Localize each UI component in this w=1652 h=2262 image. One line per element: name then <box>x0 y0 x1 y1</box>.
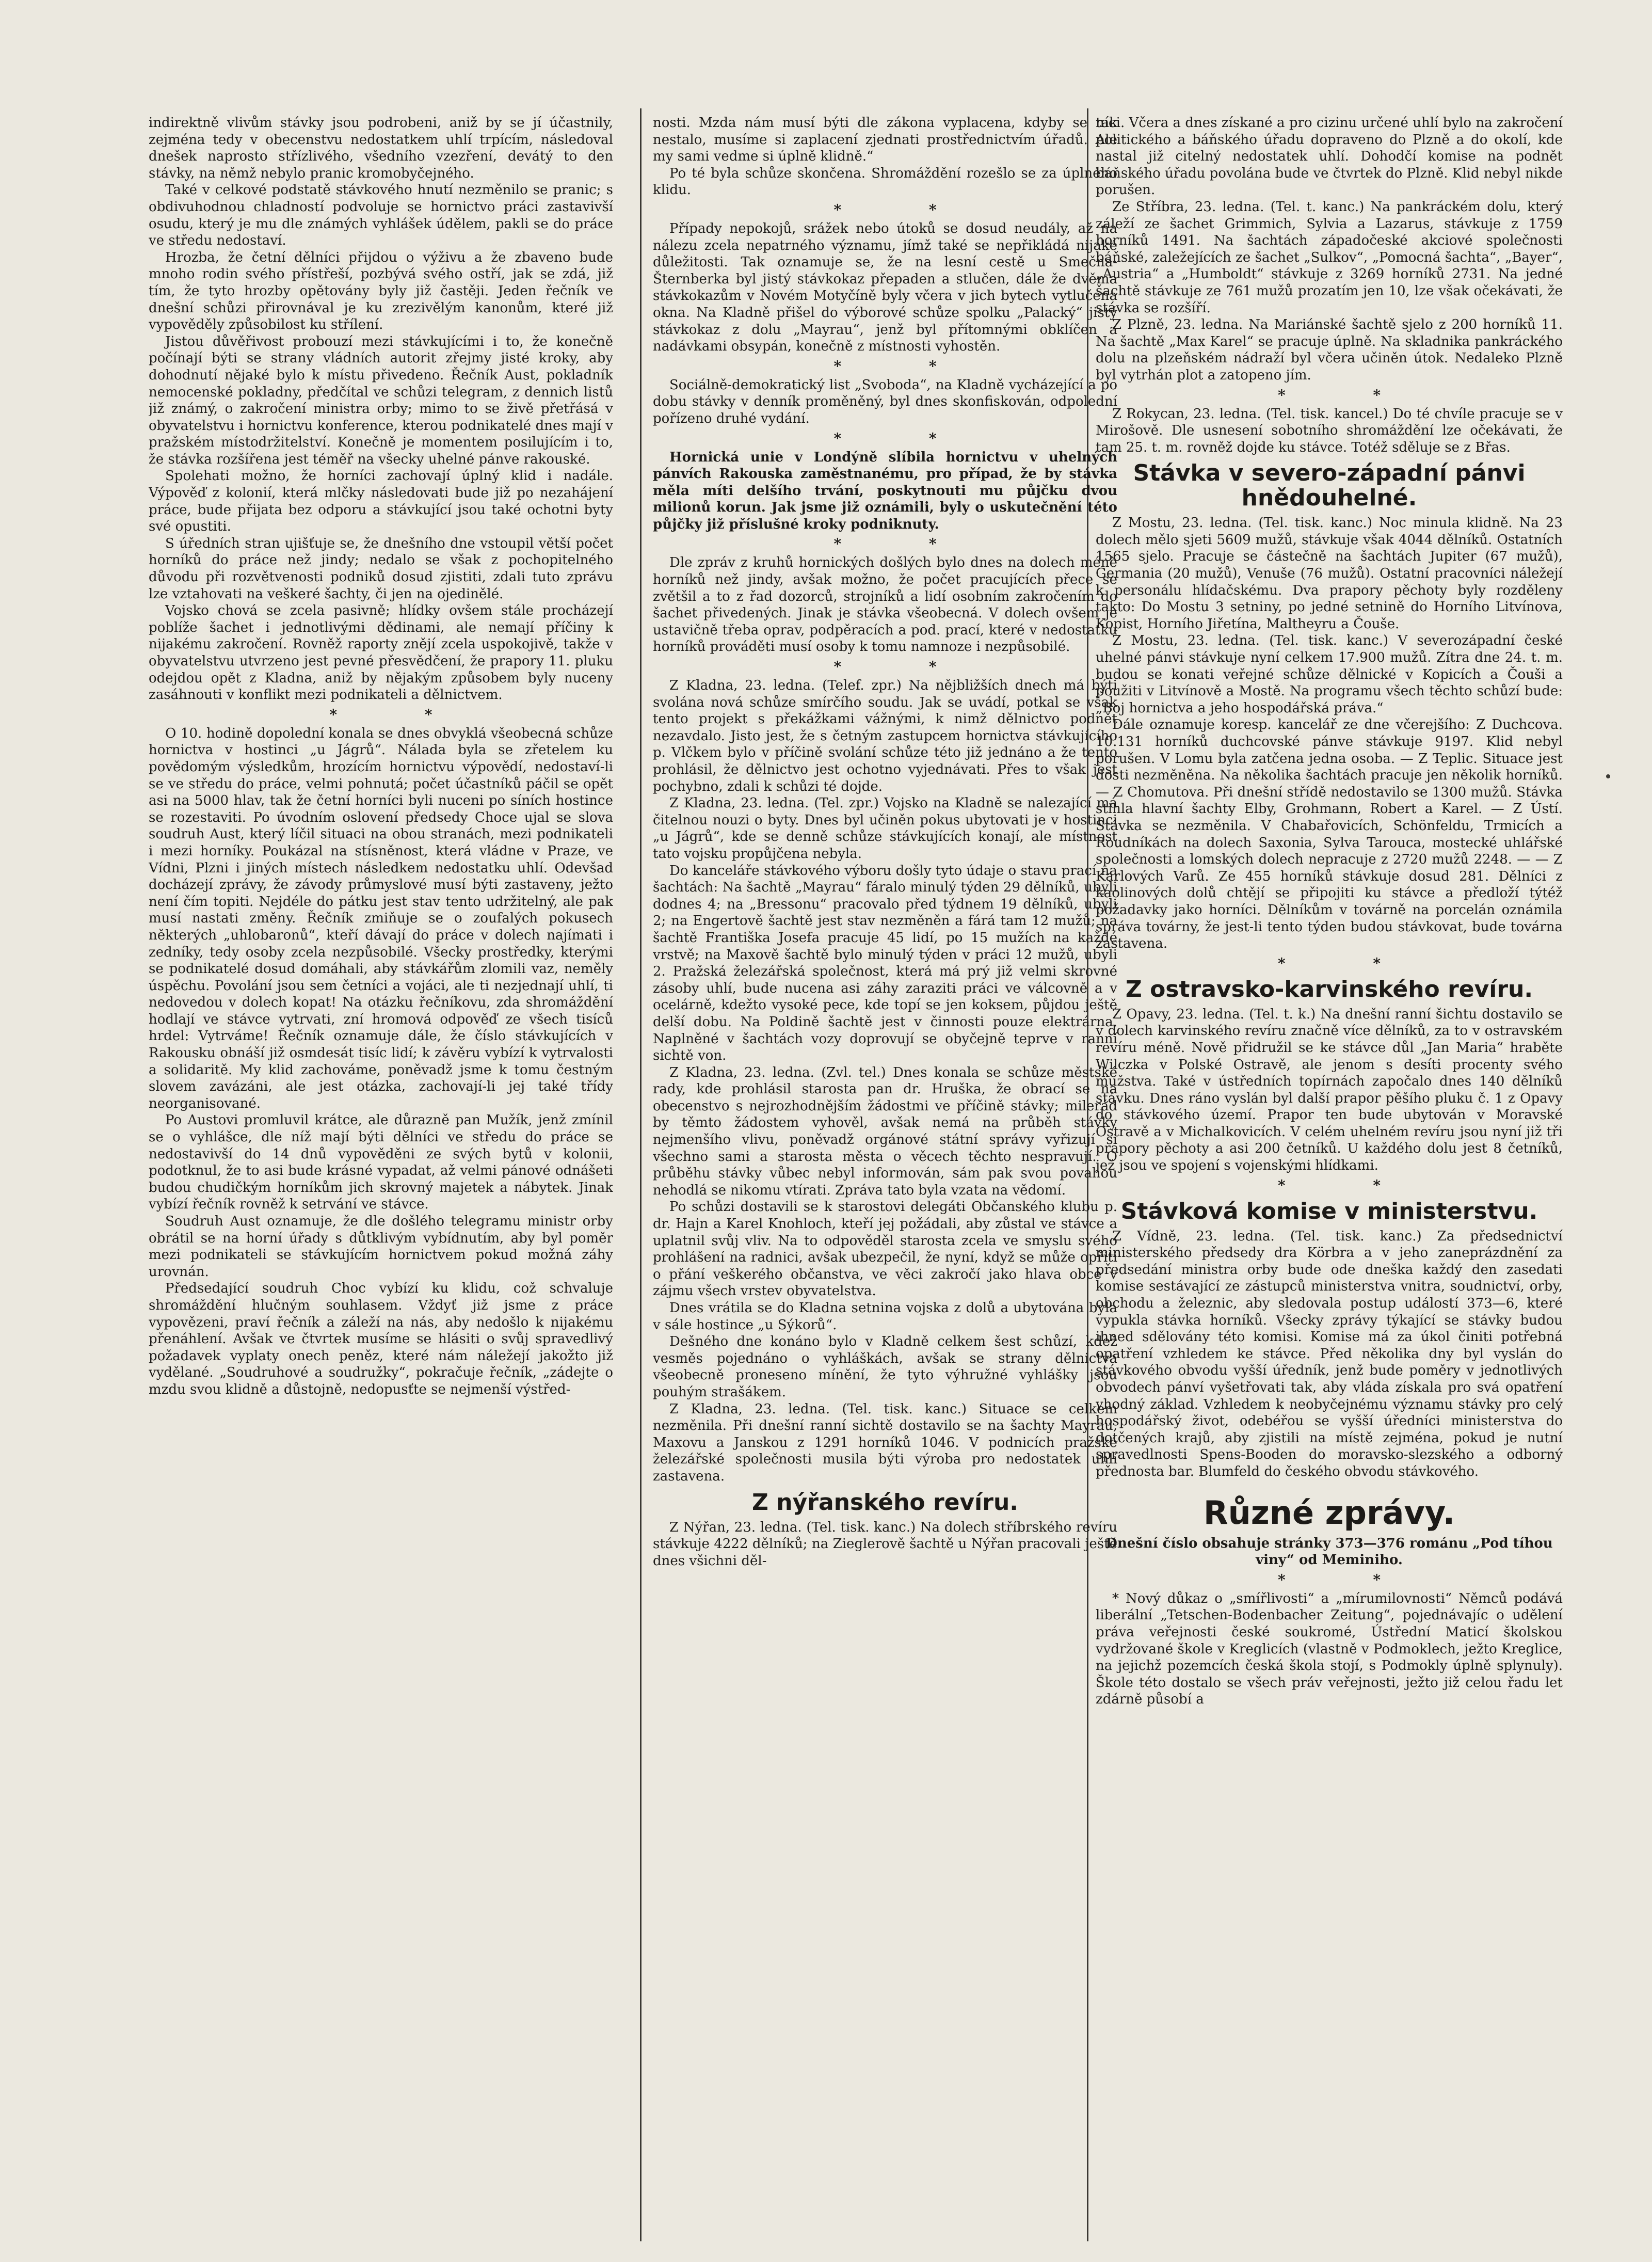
article-paragraph: Z Kladna, 23. ledna. (Telef. zpr.) Na nějbližších dnech má býti svolána nová schůze smírčího soudu. Jak se uvádí, potkal se však tento projekt s překážkami vážnými, k nimž dělnictvo podnět nezavdalo. Jisto jest, že s četným zastupcem hornictva stávkujícího p. Vlčkem bylo v příčině svolání schůze této již jednáno a že tento prohlásil, že dělnictvo jest ochotno vyjednávati. Přes to však jest pochybno, zdali k schůzi té dojde. <box>653 678 1117 794</box>
article-paragraph: Dešného dne konáno bylo v Kladně celkem šest schůzí, kdež vesměs pojednáno o vyhláškách, avšak se strany dělnictva všeobecně proneseno mínění, že tyto výhružné vyhlášky jsou pouhým strašákem. <box>653 1334 1117 1400</box>
article-paragraph: Z Vídně, 23. ledna. (Tel. tisk. kanc.) Za předsednictví ministerského předsedy dra Körbra a v jeho zaneprázdnění za předsedání ministra orby bude ode dneška každý den zasedati komise sestávající ze zástupců ministerstva vnitra, soudnictví, orby, obchodu a železnic, aby sledovala postup událostí 373—6, které vypukla stávka horníků. Všecky zprávy týkající se stávky budou ihned sdělovány této komisi. Komise má za úkol činiti potřebná opatření vzhledem ke stávce. Před několika dny byl vyslán do stávkového obvodu vyšší úředník, jenž bude poměry v jednotlivých obvodech pánví vyšetřovati tak, aby vláda získala pro svá opatření vhodný základ. Vzhledem k neobyčejnému významu stávky pro celý hospodářský život, odebéřou se vyšší úředníci ministerstva do dotčených krajů, aby zjistili na místě zejména, pokud je nutní spravedlnosti Spens-Booden do moravsko-slezského a odborný přednosta bar. Blumfeld do českého obvodu stávkového. <box>1096 1228 1563 1479</box>
section-heading-large: Různé zprávy. <box>1203 1493 1455 1532</box>
article-paragraph: Z Kladna, 23. ledna. (Zvl. tel.) Dnes konala se schůze městské rady, kde prohlásil starosta pan dr. Hruška, že obrací se na obecenstvo s nejrozhodnějším žádostmi ve příčině stávky; milerád by těmto žádostem vyhověl, avšak nemá na průběh stávky nejmenšího vlivu, poněvadž orgánové státní správy vyřizují si všechno sami a starosta města o věcech těchto nespravují. O průběhu stávky vůbec nebyl informován, sám pak svou povahou nehodlá se nikomu vtírati. Zpráva tato byla vzata na vědomí. <box>653 1064 1117 1198</box>
section-separator: * * <box>833 429 978 447</box>
article-paragraph: Dále oznamuje koresp. kancelář ze dne včerejšího: Z Duchcova. 10.131 horníků duchcovské pánve stávkuje 9197. Klid nebyl porušen. V Lomu byla zatčena jedna osoba. — Z Teplic. Situace jest dosti nezměněna. Na několika šachtách pracuje jen několik horníků. — Z Chomutova. Při dnešní střídě nedostavilo se 1300 mužů. Stávka stihla hlavní šachty Elby, Grohmann, Robert a Karel. — Z Ústí. Stávka se nezměnila. V Chabařovicích, Schönfeldu, Trmicích a Roudníkách na dolech Saxonia, Sylva Tarouca, mostecké uhlářské společnosti a lomských dolech nepracuje z 2720 mužů 2248. — — Z Karlových Varů. Ze 455 horníků stávkuje dosud 281. Dělníci z kaolinových dolů chtějí se připojiti ku stávce a předloží týtéž požadavky jako horníci. Dělníkům v továrně na porcelán oznámila správa továrny, že jest-li tento týden budou stávkovat, bude továrna zastavena. <box>1096 717 1563 952</box>
section-separator: * * <box>833 658 978 676</box>
column-1 <box>149 115 613 2231</box>
section-separator: * * <box>1277 1571 1422 1588</box>
article-paragraph: Předsedající soudruh Choc vybízí ku klidu, což schvaluje shromáždění hlučným souhlasem. Vždyť již jsme z práce vypovězeni, praví řečník a záleží na nás, aby nedošlo k nijakému přenáhlení. Avšak ve čtvrtek musíme se hlásiti o svůj spravedlivý požadavek vyplaty onech peněz, které nám náležejí jakožto již vydělané. „Soudruhové a soudružky“, pokračuje řečník, „zádejte o mzdu svou klidně a důstojně, nedopusťte se nejmenší výstřed- <box>149 1281 613 1397</box>
section-separator: * * <box>329 706 474 723</box>
article-paragraph: Z Mostu, 23. ledna. (Tel. tisk. kanc.) V severozápadní české uhelné pánvi stávkuje nyní celkem 17.900 mužů. Zítra dne 24. t. m. budou se konati veřejné schůze dělnické v Kopicích a Čouši a použiti v Litvínově a Mostě. Na programu všech těchto schůzí bude: „Boj hornictva a jeho hospodářská práva.“ <box>1096 633 1563 716</box>
article-paragraph: Z Nýřan, 23. ledna. (Tel. tisk. kanc.) Na dolech stříbrského revíru stávkuje 4222 dělníků; na Zieglerově šachtě u Nýřan pracovali ještě dnes všichni děl- <box>653 1519 1117 1569</box>
article-paragraph: Z Opavy, 23. ledna. (Tel. t. k.) Na dnešní ranní šichtu dostavilo se v dolech karvinského revíru značně více dělníků, za to v ostravském revíru méně. Nově přidružil se ke stávce důl „Jan Maria“ hraběte Wilczka v Polské Ostravě, ale jenom s desíti procenty svého mužstva. Také v ústředních topírnách započalo dnes 140 dělníků stávku. Dnes ráno vyslán byl další prapor pěšího pluku č. 1 z Opavy do stávkového území. Prapor ten bude ubytován v Moravské Ostravě a v Michalkovicích. V celém uhelném revíru jsou nyní již tři prapory pěchoty a asi 200 četníků. U každého dolu jest 8 četníků, jež jsou ve spojení s vojenskými hlídkami. <box>1096 1006 1563 1174</box>
column-2 <box>653 115 1117 2231</box>
article-paragraph: Z Rokycan, 23. ledna. (Tel. tisk. kancel.) Do té chvíle pracuje se v Mirošově. Dle usnesení sobotního shromáždění lze očekávati, že tam 25. t. m. rovněž dojde ku stávce. Totéž sděluje se z Břas. <box>1096 406 1563 455</box>
article-paragraph: Jistou důvěřivost probouzí mezi stávkujícími i to, že konečně počínají býti se strany vládních autorit zřejmy jisté kroky, aby dohodnutí nějaké bylo k místu přivedeno. Řečník Aust, pokladník nemocenské pokladny, předčítal ve schůzi telegram, z dennich listů již známý, o zakročení ministra orby; mimo to se živě přetřásá v obyvatelstvu i hornictvu konference, kterou podnikatelé dnes mají v pražském místodržitelství. Konečně je momentem posilujícím i to, že stávka rozšířena jest téměř na všecky uhelné pánve rakouské. <box>149 333 613 467</box>
article-paragraph: Po té byla schůze skončena. Shromáždění rozešlo se za úplného klidu. <box>653 165 1117 198</box>
article-paragraph: Po Austovi promluvil krátce, ale důrazně pan Mužík, jenž zmínil se o vyhlášce, dle níž mají býti dělníci ve středu do práce se nedostavivší do 14 dnů vypověděni ze svých bytů v kolonii, podotknul, že to asi bude krásné vypadat, až velmi pánové odnášeti budou chudičkým horníkům jich skrovný majetek a nábytek. Jinak vybízí řečník rovněž k setrvání ve stávce. <box>149 1112 613 1213</box>
notice-line: Dnešní číslo obsahuje stránky 373—376 románu „Pod tíhou viny“ od Meminiho. <box>1105 1535 1553 1568</box>
article-paragraph: * Nový důkaz o „smířlivosti“ a „mírumilovnosti“ Němců podává liberální „Tetschen-Bodenbacher Zeitung“, pojednávajíc o udělení práva veřejnosti české soukromé, Ústřední Maticí školskou vydržované škole v Kreglicích (vlastně v Podmoklech, ježto Kreglice, na jejichž pozemcích česká škola stojí, s Podmokly úplně splynuly). Škole této dostalo se všech práv veřejnosti, ježto již celou řadu let zdárně působí a <box>1096 1590 1563 1708</box>
article-paragraph: Po schůzi dostavili se k starostovi delegáti Občanského klubu p. dr. Hajn a Karel Knohloch, kteří jej požádali, aby zůstal ve stávce a uplatnil svůj vliv. Na to odpověděl starosta zcela ve smyslu svého prohlášení na radnici, avšak ubezpečil, že nyní, když se může opříti o přání veškerého občanstva, ve věci zakročí jako hlava obce v zájmu všech vrstev obyvatelstva. <box>653 1199 1117 1299</box>
section-heading: Z ostravsko-karvinského revíru. <box>1125 976 1533 1002</box>
article-paragraph: Vojsko chová se zcela pasivně; hlídky ovšem stále procházejí poblíže šachet i jednotlivými dědinami, ale nemají příčiny k nijakému zakročení. Rovněž raporty znějí zcela uspokojivě, takže v obyvatelstvu utvrzeno jest pevné přesvědčení, že prapory 11. pluku odejdou opět z Kladna, aniž by nějakým způsobem byly nuceny zasáhnouti v konflikt mezi podnikateli a dělnictvem. <box>149 603 613 703</box>
article-paragraph: O 10. hodině dopolední konala se dnes obvyklá všeobecná schůze hornictva v hostinci „u Jágrů“. Nálada byla se zřetelem ku povědomým výsledkům, hrozícím hornictvu výpovědí, nedostaví-li se ve středu do práce, velmi pohnutá; počet účastníků páčil se opět asi na 5000 hlav, tak že četní horníci byli nuceni po síních hostince se rozestaviti. Po úvodním oslovení předsedy Choce ujal se slova soudruh Aust, který líčil situaci na obou stranách, mezi podnikateli i mezi horníky. Poukázal na stísněnost, která vládne v Praze, ve Vídni, Plzni i jiných místech následkem nedostatku uhlí. Odevšad docházejí zprávy, že závody průmyslové musí býti zastaveny, ježto není čím topiti. Nejdéle do pátku jest stav tento udržitelný, ale pak musí nastati změny. Řečník zmiňuje se o zoufalých pokusech některých „uhlobaronů“, kteří dávají do práce v dolech najímati i zedníky, tedy osoby zcela nezpůsobilé. Všecky prostředky, kterými se podnikatelé dosud domáhali, aby stávkářům zlomili vaz, neměly úspěchu. Povolání jsou sem četníci a vojáci, ale ti nezjednají uhlí, ti nedovedou v dolech kopat! Na otázku řečníkovu, zda shromáždění hodlají ve stávce vytrvati, zní hromová odpověď ze všech tisíců hrdel: Vytrváme! Řečník oznamuje dále, že číslo stávkujících v Rakousku obnáší již osmdesát tisíc lidí; k závěru vybízí k vytrvalosti a solidaritě. My klid zachováme, poněvadž jsme k tomu čestným slovem zavázáni, ale jest otázka, zachovají-li jej také třídy neorganisované. <box>149 725 613 1111</box>
article-paragraph: nosti. Mzda nám musí býti dle zákona vyplacena, kdyby se tak nestalo, musíme si zaplacení zjednati prostřednictvím úřadů. Ale my sami vedme si úplně klidně.“ <box>653 115 1117 165</box>
article-paragraph: Hornická unie v Londýně slíbila hornictvu v uhelných pánvích Rakouska zaměstnanému, pro případ, že by stávka měla míti delšího trvání, poskytnouti mu půjčku dvou milionů korun. Jak jsme již oznámili, byly o uskutečnění této půjčky již příslušné kroky podniknuty. <box>653 449 1117 532</box>
section-heading: Stávka v severo-západní pánvi hnědouhelné. <box>1133 460 1526 512</box>
section-separator: * * <box>833 201 978 218</box>
article-paragraph: Případy nepokojů, srážek nebo útoků se dosud neudály, až na nálezu zcela nepatrného významu, jímž také se nepřikládá nijaké důležitosti. Tak oznamuje se, že na lesní cestě u Smečna-Šternberka byl jistý stávkokaz přepaden a stlučen, dále že dvěma stávkokazům v Novém Motyčíně byly včera v jich bytech vytlučena okna. Na Kladně přišel do výborové schůze spolku „Palacký“ jistý stávkokaz z dolu „Mayrau“, jenž byl přítomnými obklíčen a nadávkami obsypán, konečně z místnosti vyhostěn. <box>653 220 1117 355</box>
column-rule <box>640 108 641 2241</box>
section-heading: Z nýřanského revíru. <box>752 1489 1018 1516</box>
article-paragraph: Také v celkové podstatě stávkového hnutí nezměnilo se pranic; s obdivuhodnou chladností podvoluje se hornictvo práci zastavivší osudu, který je mu dle známých vyhlášek údělem, pakli se do práce ve středu nedostaví. <box>149 182 613 249</box>
column-3 <box>1096 115 1563 2231</box>
print-mark <box>1606 774 1610 778</box>
article-paragraph: Soudruh Aust oznamuje, že dle došlého telegramu ministr orby obrátil se na horní úřady s důtklivým vybídnutím, aby byl poměr mezi podnikateli se stávkujícím hornictvem pokud možná záhy urovnán. <box>149 1214 613 1280</box>
article-paragraph: Do kanceláře stávkového výboru došly tyto údaje o stavu prací na šachtách: Na šachtě „Mayrau“ fáralo minulý týden 29 dělníků, ubyli dodnes 4; na „Bressonu“ pracovalo před týdnem 19 dělníků, ubyli 2; na Engertově šachtě jest stav nezměněn a fárá tam 12 mužů; na šachtě Františka Josefa pracuje 45 lidí, po 15 mužích na každé vrstvě; na Maxově šachtě bylo minulý týden v práci 12 mužů, ubyli 2. Pražská železářská společnost, která má prý již velmi skrovné zásoby uhlí, bude nucena asi záhy zaraziti práci ve válcovně a v ocelárně, kdežto vysoké pece, kde topí se jen koksem, půjdou ještě delší dobu. Na Poldině šachtě jest v činnosti pouze elektrárna. Naplněné v šachtách vozy doprovují se obyčejně teprve v ranní sichtě von. <box>653 863 1117 1064</box>
article-paragraph: Z Mostu, 23. ledna. (Tel. tisk. kanc.) Noc minula klidně. Na 23 dolech mělo sjeti 5609 mužů, stávkuje však 4044 dělníků. Ostatních 1565 sjelo. Pracuje se částečně na šachtách Jupiter (67 mužů), Germania (20 mužů), Venuše (76 mužů). Ostatní pracovníci náležejí k personálu hlídačskému. Dva prapory pěchoty byly rozděleny takto: Do Mostu 3 setniny, po jedné setnině do Horního Litvínova, Kopist, Horního Jiřetína, Maltheyru a Čouše. <box>1096 515 1563 632</box>
article-paragraph: Z Plzně, 23. ledna. Na Mariánské šachtě sjelo z 200 horníků 11. Na šachtě „Max Karel“ se pracuje úplně. Na skladnika pankráckého dolu na plzeňském nádraží byl včera učiněn útok. Nedaleko Plzně byl vytrhán plot a zatopeno jím. <box>1096 317 1563 383</box>
article-paragraph: Sociálně-demokratický list „Svoboda“, na Kladně vycházející a po dobu stávky v denník proměněný, byl dnes skonfiskován, odpolední pořízeno druhé vydání. <box>653 377 1117 426</box>
article-paragraph: Ze Stříbra, 23. ledna. (Tel. t. kanc.) Na pankráckém dolu, který záleží ze šachet Grimmich, Sylvia a Lazarus, stávkuje z 1759 horníků 1491. Na šachtách západočeské akciové společnosti báňské, zaležejících ze šachet „Sulkov“, „Pomocná šachta“, „Bayer“, „Austria“ a „Humboldt“ stávkuje z 3269 horníků 2731. Na jedné šachtě stávkuje ze 761 mužů prozatím jen 10, lze však očekávati, že stávka se rozšíří. <box>1096 199 1563 316</box>
section-separator: * * <box>833 535 978 553</box>
section-heading: Stávková komise v ministerstvu. <box>1120 1198 1538 1224</box>
article-paragraph: Z Kladna, 23. ledna. (Tel. tisk. kanc.) Situace se celkem nezměnila. Při dnešní ranní sichtě dostavilo se na šachty Mayrau, Maxovu a Janskou z 1291 horníků 1046. V podnicích pražské železářské společnosti musila býti výroba pro nedostatek uhlí zastavena. <box>653 1401 1117 1484</box>
article-paragraph: Z Kladna, 23. ledna. (Tel. zpr.) Vojsko na Kladně se nalezající má čitelnou nouzi o byty. Dnes byl učiněn pokus ubytovati je v hostinci „u Jágrů“, kde se denně schůze stávkujících konají, ale místnost tato vojsku propůjčena nebyla. <box>653 795 1117 862</box>
article-paragraph: Hrozba, že četní dělníci přijdou o výživu a že zbaveno bude mnoho rodin svého přístřeší, pozbývá svého ostří, jak se zdá, již tím, že tyto hrozby opětovány byly již častěji. Jeden řečník ve dnešní schůzi přirovnával je ku zrezivělým kanonům, které již vypověděly způsobilost ku střílení. <box>149 249 613 333</box>
section-separator: * * <box>1277 954 1422 972</box>
article-paragraph: níci. Včera a dnes získané a pro cizinu určené uhlí bylo na zakročení politického a báňského úřadu dopraveno do Plzně a do okolí, kde nastal již citelný nedostatek uhlí. Dohodčí komise na podnět báňského úřadu povolána bude ve čtvrtek do Plzně. Klid nebyl nikde porušen. <box>1096 115 1563 198</box>
article-paragraph: Spolehati možno, že horníci zachovají úplný klid i nadále. Výpověď z kolonií, která mlčky následovati bude již po nezahájení práce, bude přijata bez odporu a stávkující jsou také ochotni byty své opustiti. <box>149 468 613 535</box>
article-paragraph: Dnes vrátila se do Kladna setnina vojska z dolů a ubytována byla v sále hostince „u Sýkorů“. <box>653 1300 1117 1333</box>
section-separator: * * <box>1277 386 1422 404</box>
section-separator: * * <box>833 357 978 375</box>
article-paragraph: indirektně vlivům stávky jsou podrobeni, aniž by se jí účastnily, zejména tedy v obecenstvu nedostatkem uhlí trpícím, následoval dnešek naprosto střízlivého, všedního vzezření, devátý to den stávky, na němž nebylo pranic kromobyčejného. <box>149 115 613 181</box>
article-paragraph: Dle zpráv z kruhů hornických došlých bylo dnes na dolech méně horníků než jindy, avšak možno, že počet pracujících přece se zvětšil a to z řad dozorců, strojníků a lidí osobním zakročením do šachet přivedených. Jinak je stávka všeobecná. V dolech ovšem je ustavičně třeba oprav, podpěracích a pod. prací, které v nedostatku horníků prováděti musí osoby k tomu namnoze i nezpůsobilé. <box>653 555 1117 655</box>
article-paragraph: S úředních stran ujišťuje se, že dnešního dne vstoupil větší počet horníků do práce než jindy; nedalo se však z pochopitelného důvodu při rozvětvenosti podniků dosud zjistiti, zdali tuto zprávu lze vztahovati na veškeré šachty, či jen na ojedinělé. <box>149 535 613 602</box>
section-separator: * * <box>1277 1176 1422 1194</box>
